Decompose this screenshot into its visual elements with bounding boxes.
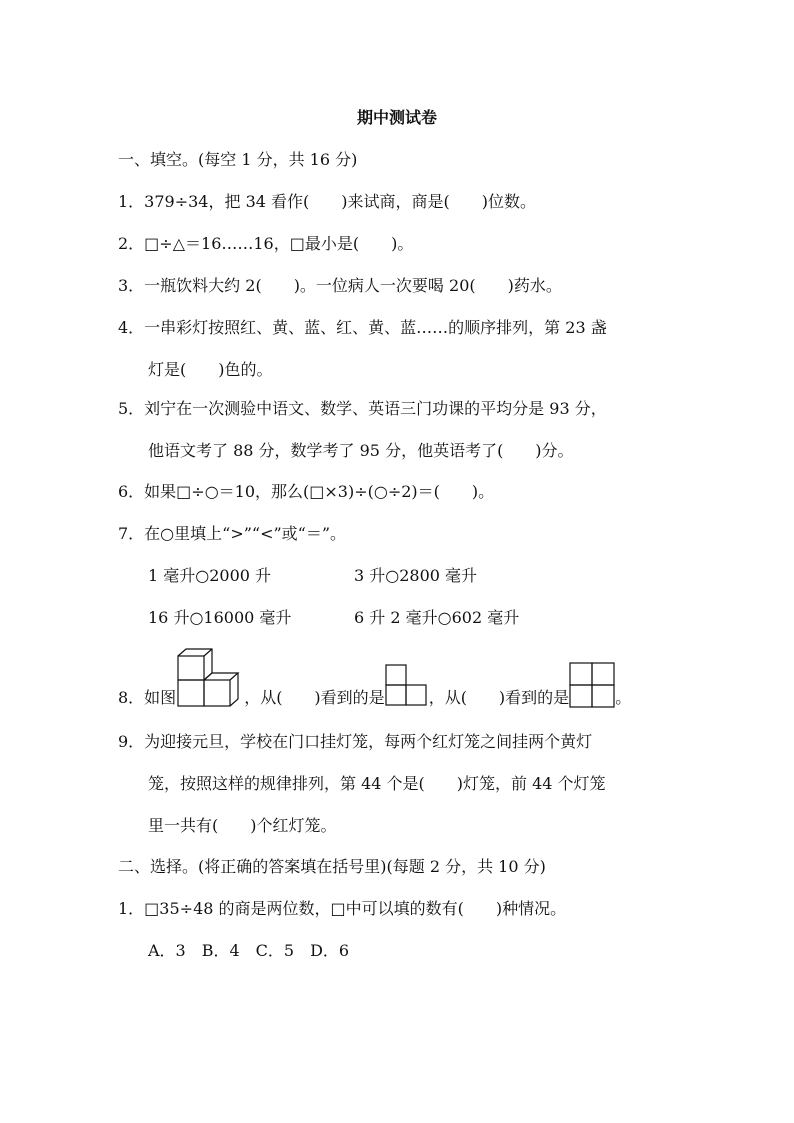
question-1: 1．379÷34，把 34 看作( )来试商，商是( )位数。: [118, 192, 536, 211]
question-9-line2: 笼，按照这样的规律排列，第 44 个是( )灯笼，前 44 个灯笼: [148, 774, 606, 793]
section2-heading: 二、选择。(将正确的答案填在括号里)(每题 2 分，共 10 分): [118, 857, 546, 876]
section2-question-1-options: A．3 B．4 C．5 D．6: [148, 941, 350, 960]
question-8-text-4: 。: [615, 688, 632, 707]
question-2: 2．□÷△＝16……16，□最小是( )。: [118, 234, 414, 253]
cube-stack-figure: [176, 648, 244, 708]
question-7-item-b: 3 升○2800 毫升: [354, 566, 478, 585]
question-8: [118, 648, 631, 708]
section2-question-1: 1．□35÷48 的商是两位数，□中可以填的数有( )种情况。: [118, 899, 567, 918]
view-figure-l-shape: [385, 664, 429, 708]
question-7-item-a: 1 毫升○2000 升: [148, 566, 272, 585]
question-9-line3: 里一共有( )个红灯笼。: [148, 816, 337, 835]
question-5-line1: 5．刘宁在一次测验中语文、数学、英语三门功课的平均分是 93 分，: [118, 399, 607, 418]
question-8-text-1: 8．如图: [118, 688, 177, 707]
question-5-line2: 他语文考了 88 分，数学考了 95 分，他英语考了( )分。: [148, 441, 574, 460]
question-7-item-d: 6 升 2 毫升○602 毫升: [354, 608, 520, 627]
section1-heading: 一、填空。(每空 1 分，共 16 分): [118, 150, 358, 169]
question-9-line1: 9．为迎接元旦，学校在门口挂灯笼，每两个红灯笼之间挂两个黄灯: [118, 732, 593, 751]
question-7-stem: 7．在○里填上“>”“<”或“＝”。: [118, 524, 347, 543]
question-6: 6．如果□÷○＝10，那么(□×3)÷(○÷2)＝( )。: [118, 482, 495, 501]
question-4-line1: 4．一串彩灯按照红、黄、蓝、红、黄、蓝……的顺序排列，第 23 盏: [118, 318, 607, 337]
view-figure-square-grid: [569, 662, 615, 708]
question-7-item-c: 16 升○16000 毫升: [148, 608, 292, 627]
question-4-line2: 灯是( )色的。: [148, 360, 273, 379]
page-title: 期中测试卷: [356, 108, 437, 127]
question-8-text-2: ，从( )看到的是: [244, 688, 385, 707]
question-3: 3．一瓶饮料大约 2( )。一位病人一次要喝 20( )药水。: [118, 276, 562, 295]
question-8-text-3: ，从( )看到的是: [428, 688, 570, 707]
